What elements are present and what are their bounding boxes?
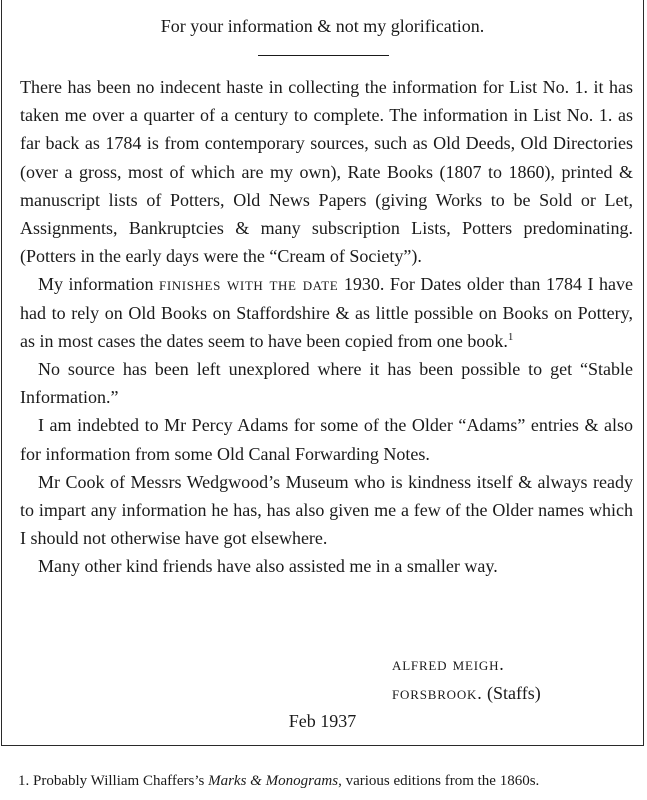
body-text [20,73,633,581]
footnote-text: 1. Probably William Chaffers’s [18,773,209,789]
paragraph-text: My information [38,274,160,295]
signature-name-text: alfred meigh. [392,654,505,674]
paragraph-adams: I am indebted to Mr Percy Adams for some of the Older “Adams” entries & also for information from some Old Canal Forwarding Notes. [20,415,633,464]
signature-place-rest: (Staffs) [482,683,541,703]
footnote-reference: 1 [507,330,514,343]
signature-place-caps: forsbrook. [392,683,483,703]
emphasis-smallcaps: finishes with the date [159,274,339,295]
paragraph-text: 1930. For Dates older than 1784 I have had to rely on Old Books on Staffordshire & as little possible on Books on Pottery, as in most cases the dates seem to have been copied from one book. [20,274,633,351]
paragraph-date-range [20,270,633,355]
page-title: For your information & not my glorification. [160,16,485,36]
footnote-title: Marks & Monograms [208,773,339,789]
paragraph-sources: There has been no indecent haste in collecting the information for List No. 1. it has taken me over a quarter of a century to complete. The information in List No. 1. as far back as 1784 is from contemporary sources, such as Old Deeds, Old Directories (over a gross, most of which are my own), Rate Books (1807 to 1860), printed & manuscript lists of Potters, Old News Papers (giving Works to be Sold or Let, Assignments, Bankruptcies & many subscription Lists, Potters predominating. (Potters in the early days were the “Cream of Society”). [20,77,633,267]
footnote-text-end: , various editions from the 1860s. [338,773,540,789]
paragraph-wedgwood: Mr Cook of Messrs Wedgwood’s Museum who is kindness itself & always ready to impart any information he has, has also given me a few of the Older names which I should not otherwise have got elsewhere. [20,471,633,549]
signature-place [392,681,541,705]
title-divider [258,55,389,56]
paragraph-stable-info: No source has been left unexplored where it has been possible to get “Stable Information.” [20,359,633,408]
signature-name [392,652,505,676]
footnote [18,771,638,791]
page-frame [1,0,644,746]
letter-date: Feb 1937 [288,711,357,731]
paragraph-friends: Many other kind friends have also assisted me in a smaller way. [38,556,498,577]
